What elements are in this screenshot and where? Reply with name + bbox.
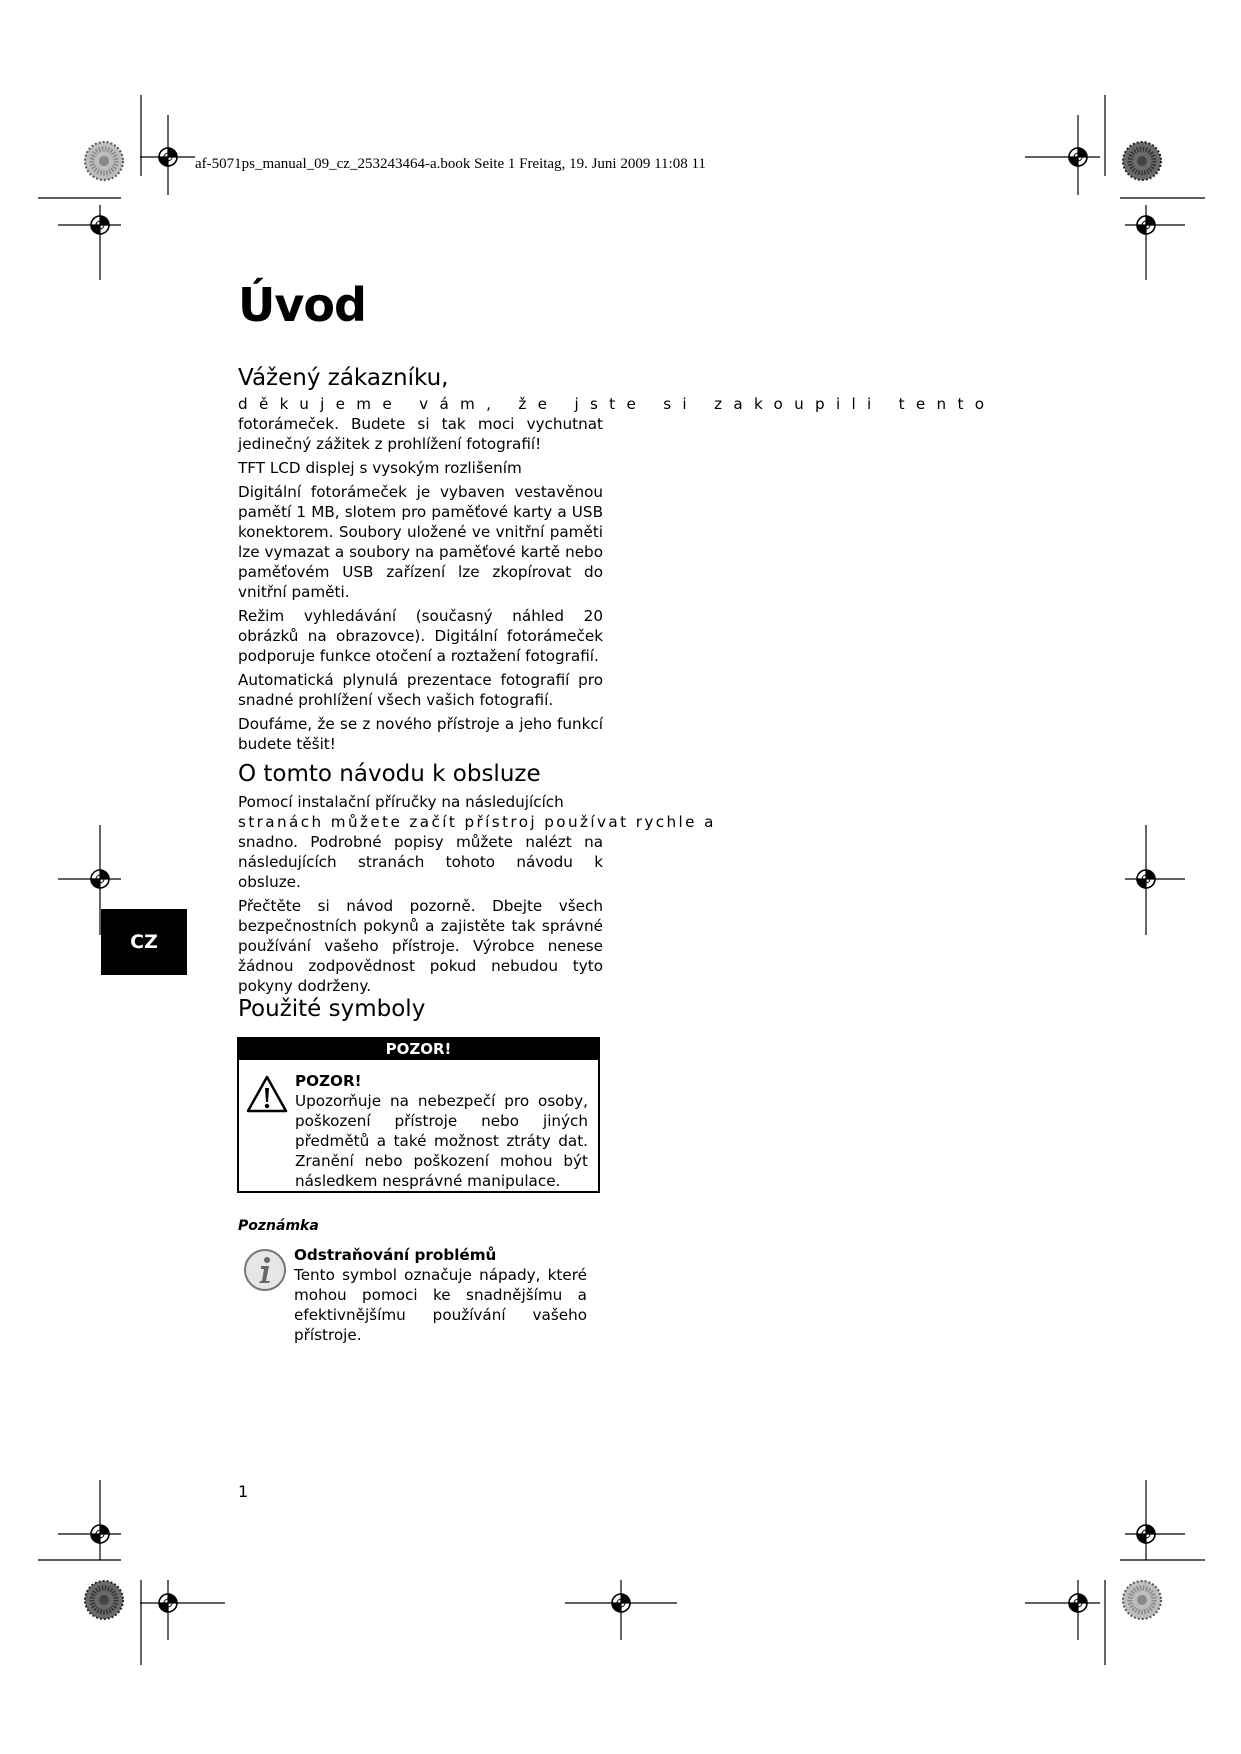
page-title: Úvod (238, 278, 366, 332)
greeting-section (238, 365, 996, 758)
note-text: Tento symbol označuje nápady, které mohou pomoci ke snadnějšímu a efektivnějšímu používání vašeho přístroje. (294, 1266, 587, 1344)
greeting-text: fotorámeček. Budete si tak moci vychutnat jedinečný zážitek z prohlížení fotografií! (238, 415, 603, 453)
greeting-paragraph: Automatická plynulá prezentace fotografií pro snadné prohlížení všech vašich fotografií. (238, 671, 603, 709)
manual-heading: O tomto návodu k obsluze (238, 761, 541, 787)
note-label: Poznámka (238, 1218, 319, 1234)
registration-mark-icon (91, 1525, 109, 1543)
language-tab: CZ (101, 909, 187, 975)
greeting-paragraph: Digitální fotorámeček je vybaven vestavěnou pamětí 1 MB, slotem pro paměťové karty a USB konektorem. Soubory uložené ve vnitřní paměti lze vymazat a soubory na paměťové kartě nebo paměťovém USB zařízení lze zkopírovat do vnitřní paměti. (238, 483, 603, 601)
registration-mark-icon (1069, 148, 1087, 166)
warning-body (295, 1071, 588, 1191)
manual-paragraph: Přečtěte si návod pozorně. Dbejte všech bezpečnostních pokynů a zajistěte tak správné používání vašeho přístroje. Výrobce nenese žádnou zodpovědnost pokud nebudou tyto pokyny dodrženy. (238, 897, 603, 995)
symbols-heading: Použité symboly (238, 996, 426, 1022)
manual-line1: Pomocí instalační příručky na následujících (238, 793, 564, 811)
greeting-heading: Vážený zákazníku, (238, 365, 449, 391)
note-body (294, 1245, 587, 1345)
color-wheel-icon (85, 142, 123, 180)
warning-triangle-icon (245, 1074, 289, 1114)
warning-text: Upozorňuje na nebezpečí pro osoby, poškození přístroje nebo jiných předmětů a také možnost ztráty dat. Zranění nebo poškození mohou být následkem nesprávné manipulace. (295, 1092, 588, 1190)
registration-mark-icon (612, 1594, 630, 1612)
page-number: 1 (238, 1482, 249, 1501)
greeting-paragraph: Režim vyhledávání (současný náhled 20 obrázků na obrazovce). Digitální fotorámeček podporuje funkce otočení a roztažení fotografií. (238, 607, 603, 665)
registration-mark-icon (159, 148, 177, 166)
note-title: Odstraňování problémů (294, 1246, 497, 1264)
registration-mark-icon (1137, 216, 1155, 234)
warning-box (237, 1037, 600, 1193)
greeting-paragraph: TFT LCD displej s vysokým rozlišením (238, 459, 522, 477)
registration-mark-icon (1137, 870, 1155, 888)
manual-line2: stranách můžete začít přístroj používat rychle a (238, 813, 716, 831)
info-icon (243, 1248, 287, 1292)
manual-text: snadno. Podrobné popisy můžete nalézt na následujících stranách tohoto návodu k obsluze. (238, 833, 603, 891)
greeting-line1: děkujeme vám, že jste si zakoupili tento (238, 395, 996, 413)
registration-mark-icon (1069, 1594, 1087, 1612)
warning-header: POZOR! (239, 1039, 598, 1060)
manual-section (238, 761, 716, 1000)
color-wheel-icon (1123, 142, 1161, 180)
greeting-paragraph: Doufáme, že se z nového přístroje a jeho funkcí budete těšit! (238, 715, 603, 753)
registration-mark-icon (159, 1594, 177, 1612)
registration-mark-icon (91, 216, 109, 234)
warning-title: POZOR! (295, 1072, 362, 1090)
registration-mark-icon (91, 870, 109, 888)
registration-mark-icon (1137, 1525, 1155, 1543)
color-wheel-icon (85, 1581, 123, 1619)
print-header: af-5071ps_manual_09_cz_253243464-a.book Seite 1 Freitag, 19. Juni 2009 11:08 11 (195, 156, 706, 172)
color-wheel-icon (1123, 1581, 1161, 1619)
